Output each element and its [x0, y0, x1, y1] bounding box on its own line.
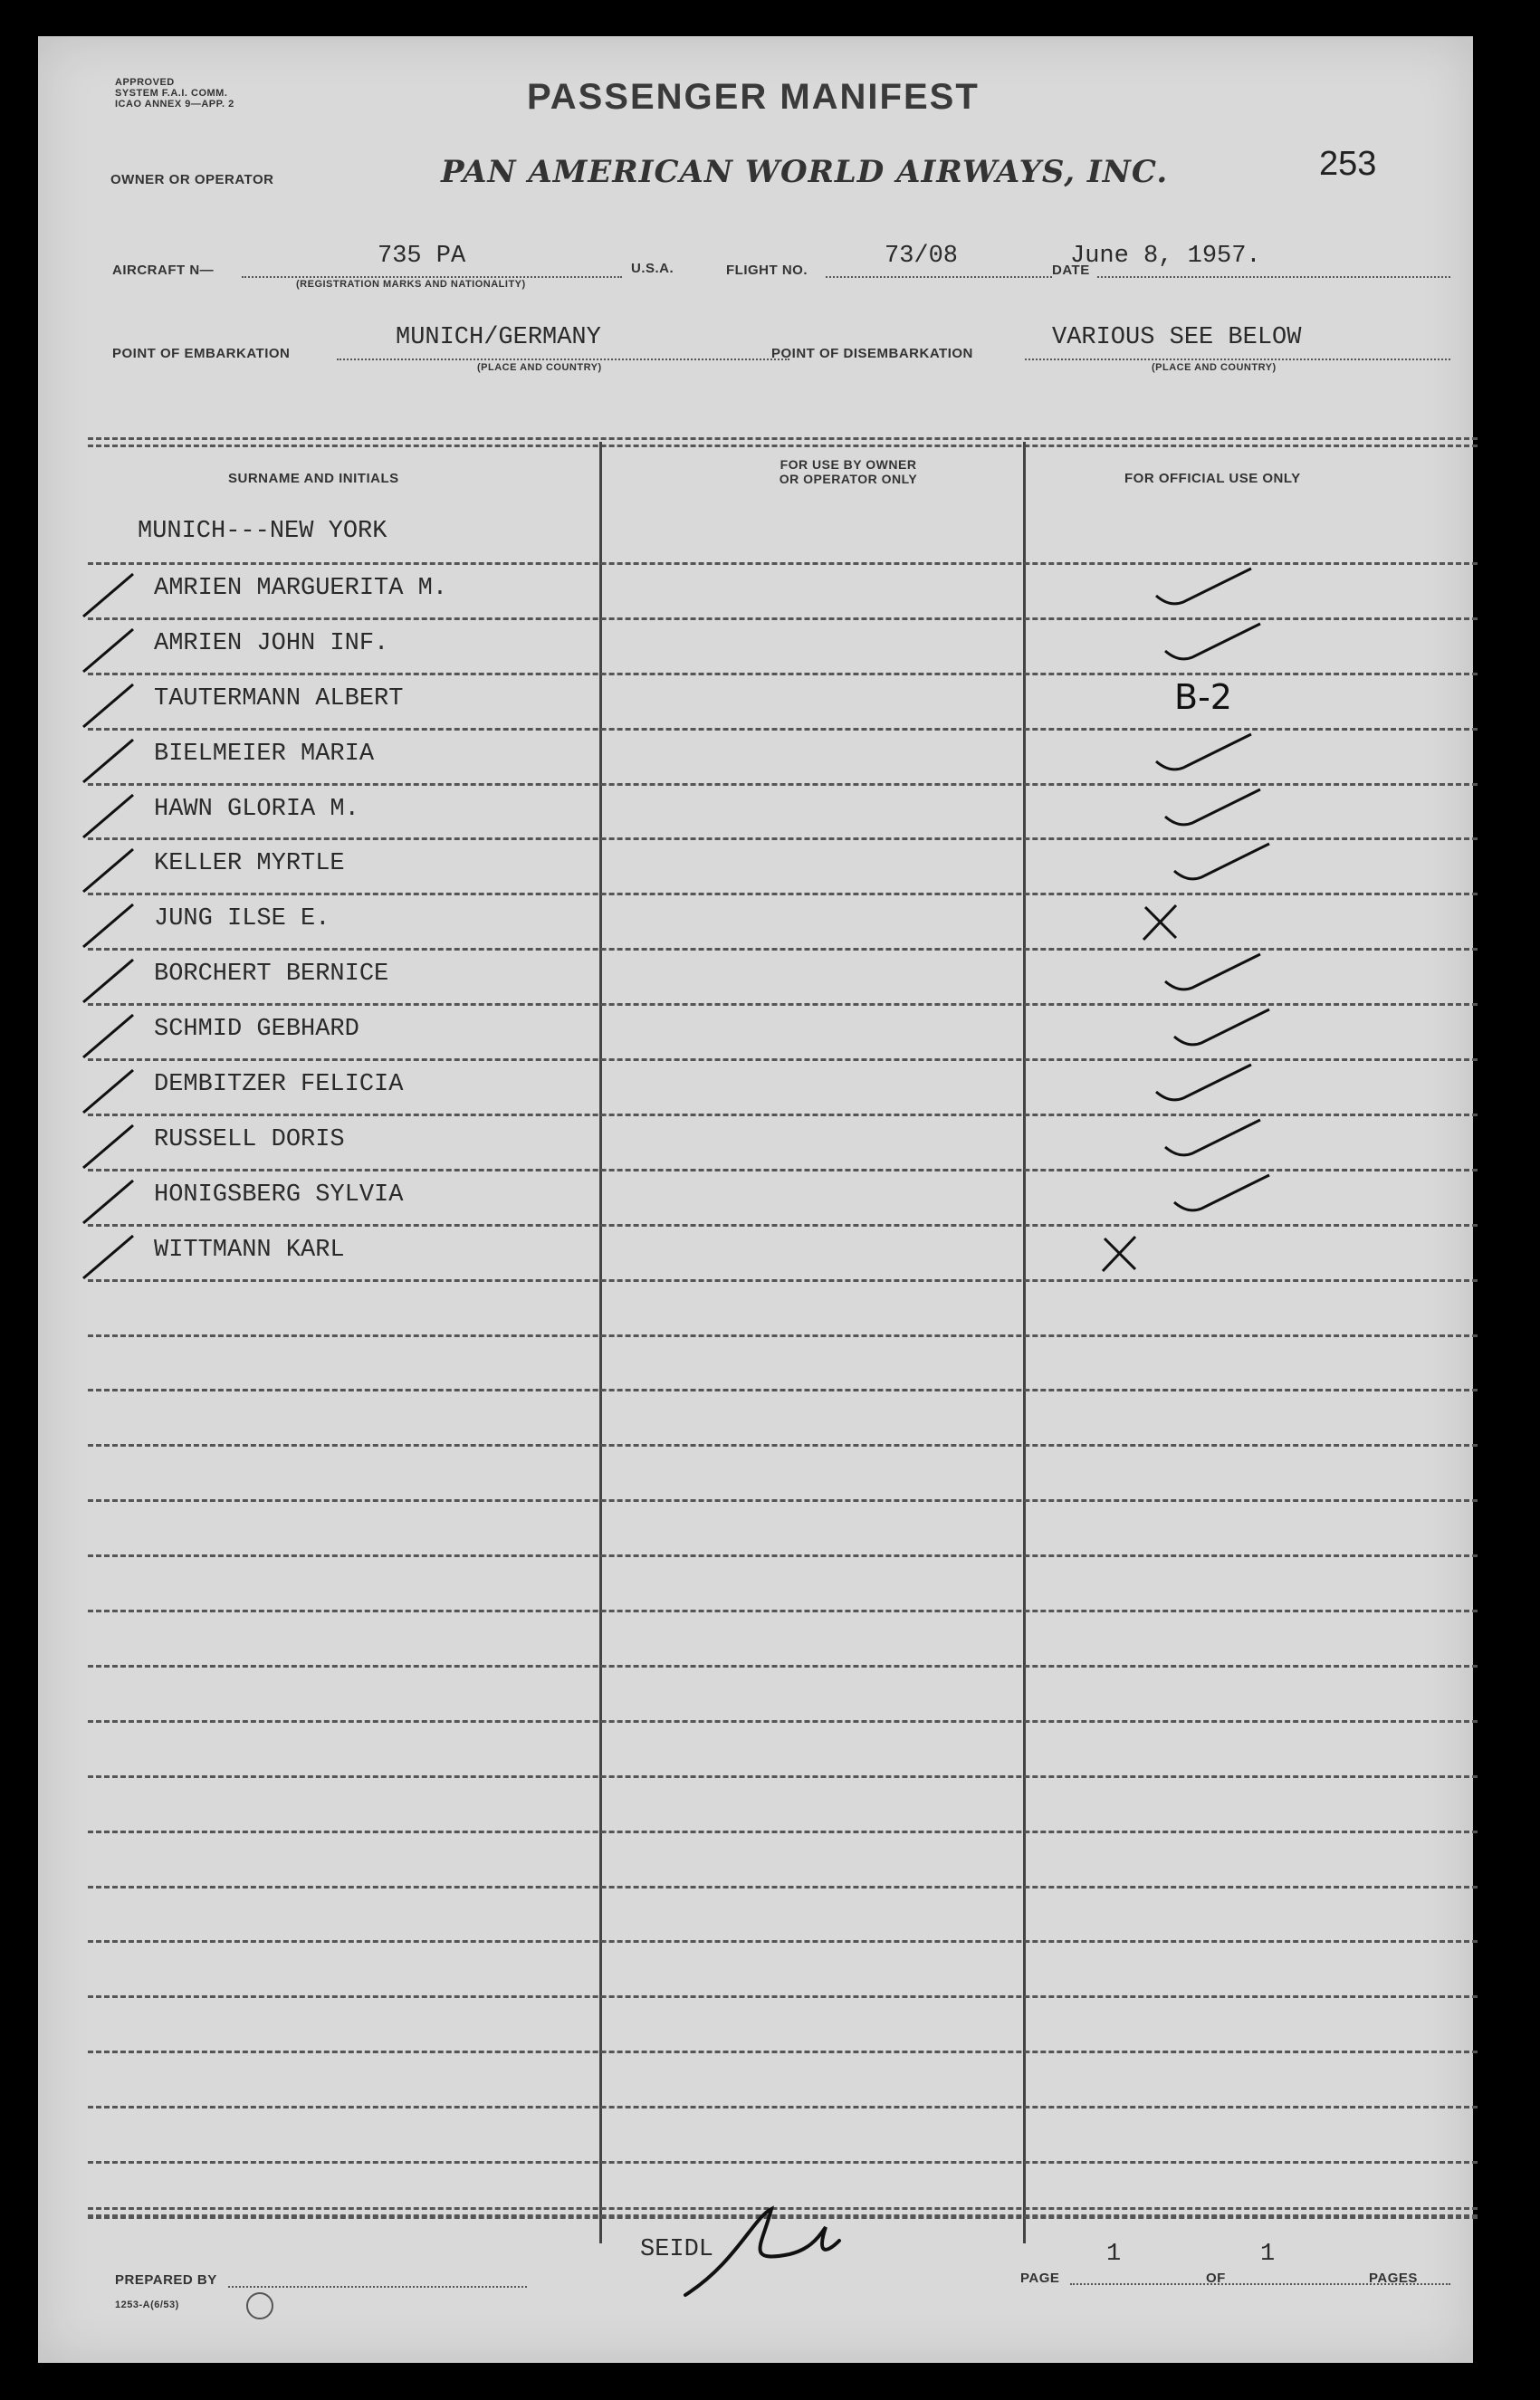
- passenger-name: KELLER MYRTLE: [154, 850, 345, 878]
- check-mark-icon: [1152, 1060, 1260, 1114]
- row-rule: [88, 1334, 1478, 1337]
- passenger-name: AMRIEN MARGUERITA M.: [154, 574, 448, 602]
- passenger-name: HONIGSBERG SYLVIA: [154, 1181, 404, 1209]
- route-heading: MUNICH---NEW YORK: [138, 518, 387, 545]
- row-rule: [88, 1720, 1478, 1723]
- row-rule: [88, 562, 1478, 565]
- form-number: 1253-A(6/53): [115, 2300, 179, 2310]
- visa-class-mark: B-2: [1174, 676, 1232, 717]
- col-operator-header-line: OR OPERATOR ONLY: [779, 472, 918, 486]
- row-rule: [88, 1610, 1478, 1612]
- pages-label: PAGES: [1369, 2271, 1418, 2286]
- owner-label: OWNER OR OPERATOR: [110, 172, 274, 187]
- approval-stamp: [115, 77, 234, 110]
- tally-stroke-icon: [79, 1173, 142, 1228]
- col-operator-header-line: FOR USE BY OWNER: [780, 457, 917, 472]
- tally-stroke-icon: [79, 677, 142, 731]
- col-operator-header: [713, 457, 984, 486]
- row-rule: [88, 1995, 1478, 1998]
- row-rule: [88, 1665, 1478, 1668]
- passenger-name: AMRIEN JOHN INF.: [154, 629, 389, 657]
- tally-stroke-icon: [79, 1063, 142, 1117]
- row-rule: [88, 1775, 1478, 1778]
- passenger-name: SCHMID GEBHARD: [154, 1016, 359, 1044]
- approval-line: SYSTEM F.A.I. COMM.: [115, 88, 228, 99]
- row-rule: [88, 1886, 1478, 1888]
- embarkation-value: MUNICH/GERMANY: [396, 324, 601, 351]
- passenger-name: HAWN GLORIA M.: [154, 795, 359, 823]
- flight-date: June 8, 1957.: [1070, 243, 1261, 270]
- of-value: 1: [1260, 2241, 1276, 2268]
- of-label: OF: [1206, 2271, 1226, 2286]
- row-rule: [88, 2106, 1478, 2108]
- approval-line: ICAO ANNEX 9—APP. 2: [115, 99, 234, 110]
- usa-label: U.S.A.: [631, 261, 674, 276]
- check-mark-icon: [1152, 564, 1260, 618]
- row-rule: [88, 728, 1478, 731]
- check-mark-icon: [1170, 1171, 1278, 1225]
- row-rule: [88, 1499, 1478, 1502]
- row-rule: [88, 1554, 1478, 1557]
- tally-stroke-icon: [79, 1229, 142, 1283]
- disembarkation-caption: (PLACE AND COUNTRY): [1152, 362, 1277, 373]
- row-rule: [88, 1940, 1478, 1943]
- registration-caption: (REGISTRATION MARKS AND NATIONALITY): [296, 279, 526, 290]
- passenger-name: BIELMEIER MARIA: [154, 740, 375, 768]
- tally-stroke-icon: [79, 842, 142, 896]
- tally-stroke-icon: [79, 897, 142, 951]
- disembarkation-label: POINT OF DISEMBARKATION: [771, 346, 973, 361]
- check-mark-icon: [1161, 785, 1269, 839]
- flight-number: 73/08: [885, 243, 959, 270]
- row-rule: [88, 1389, 1478, 1391]
- flight-label: FLIGHT NO.: [726, 263, 808, 278]
- aircraft-registration: 735 PA: [378, 243, 466, 270]
- passenger-name: DEMBITZER FELICIA: [154, 1071, 404, 1098]
- passenger-name: TAUTERMANN ALBERT: [154, 684, 404, 712]
- embarkation-caption: (PLACE AND COUNTRY): [477, 362, 602, 373]
- passenger-name: JUNG ILSE E.: [154, 905, 330, 933]
- x-mark-icon: [1097, 1231, 1143, 1276]
- prepared-by-label: PREPARED BY: [115, 2272, 217, 2288]
- date-label: DATE: [1052, 263, 1090, 278]
- check-mark-icon: [1170, 839, 1278, 894]
- approval-line: APPROVED: [115, 77, 175, 88]
- passenger-name: BORCHERT BERNICE: [154, 961, 389, 989]
- row-rule: [88, 1279, 1478, 1282]
- page-label: PAGE: [1020, 2271, 1060, 2286]
- col-surname-header: SURNAME AND INITIALS: [228, 471, 399, 486]
- x-mark-icon: [1138, 900, 1183, 945]
- tally-stroke-icon: [79, 1118, 142, 1172]
- check-mark-icon: [1152, 730, 1260, 784]
- row-rule: [88, 1831, 1478, 1833]
- row-rule: [88, 2161, 1478, 2164]
- signer-name: SEIDL: [640, 2236, 714, 2263]
- signature-icon: [681, 2191, 844, 2300]
- disembarkation-value: VARIOUS SEE BELOW: [1052, 324, 1302, 351]
- union-seal-icon: [246, 2292, 273, 2319]
- page-value: 1: [1106, 2241, 1122, 2268]
- carrier-name: PAN AMERICAN WORLD AIRWAYS, INC.: [441, 154, 1169, 190]
- check-mark-icon: [1161, 619, 1269, 674]
- form-title: PASSENGER MANIFEST: [527, 77, 980, 117]
- tally-stroke-icon: [79, 732, 142, 787]
- aircraft-label: AIRCRAFT N—: [112, 263, 215, 278]
- passenger-name: RUSSELL DORIS: [154, 1125, 345, 1153]
- check-mark-icon: [1161, 950, 1269, 1004]
- manifest-sheet: [38, 36, 1473, 2363]
- tally-stroke-icon: [79, 1008, 142, 1062]
- check-mark-icon: [1170, 1005, 1278, 1059]
- tally-stroke-icon: [79, 622, 142, 676]
- col-official-header: FOR OFFICIAL USE ONLY: [1124, 471, 1301, 486]
- embarkation-label: POINT OF EMBARKATION: [112, 346, 291, 361]
- passenger-name: WITTMANN KARL: [154, 1236, 345, 1264]
- manifest-page-number: 253: [1319, 145, 1377, 183]
- tally-stroke-icon: [79, 952, 142, 1007]
- row-rule: [88, 2051, 1478, 2053]
- tally-stroke-icon: [79, 567, 142, 621]
- check-mark-icon: [1161, 1115, 1269, 1170]
- row-rule: [88, 1444, 1478, 1447]
- tally-stroke-icon: [79, 788, 142, 842]
